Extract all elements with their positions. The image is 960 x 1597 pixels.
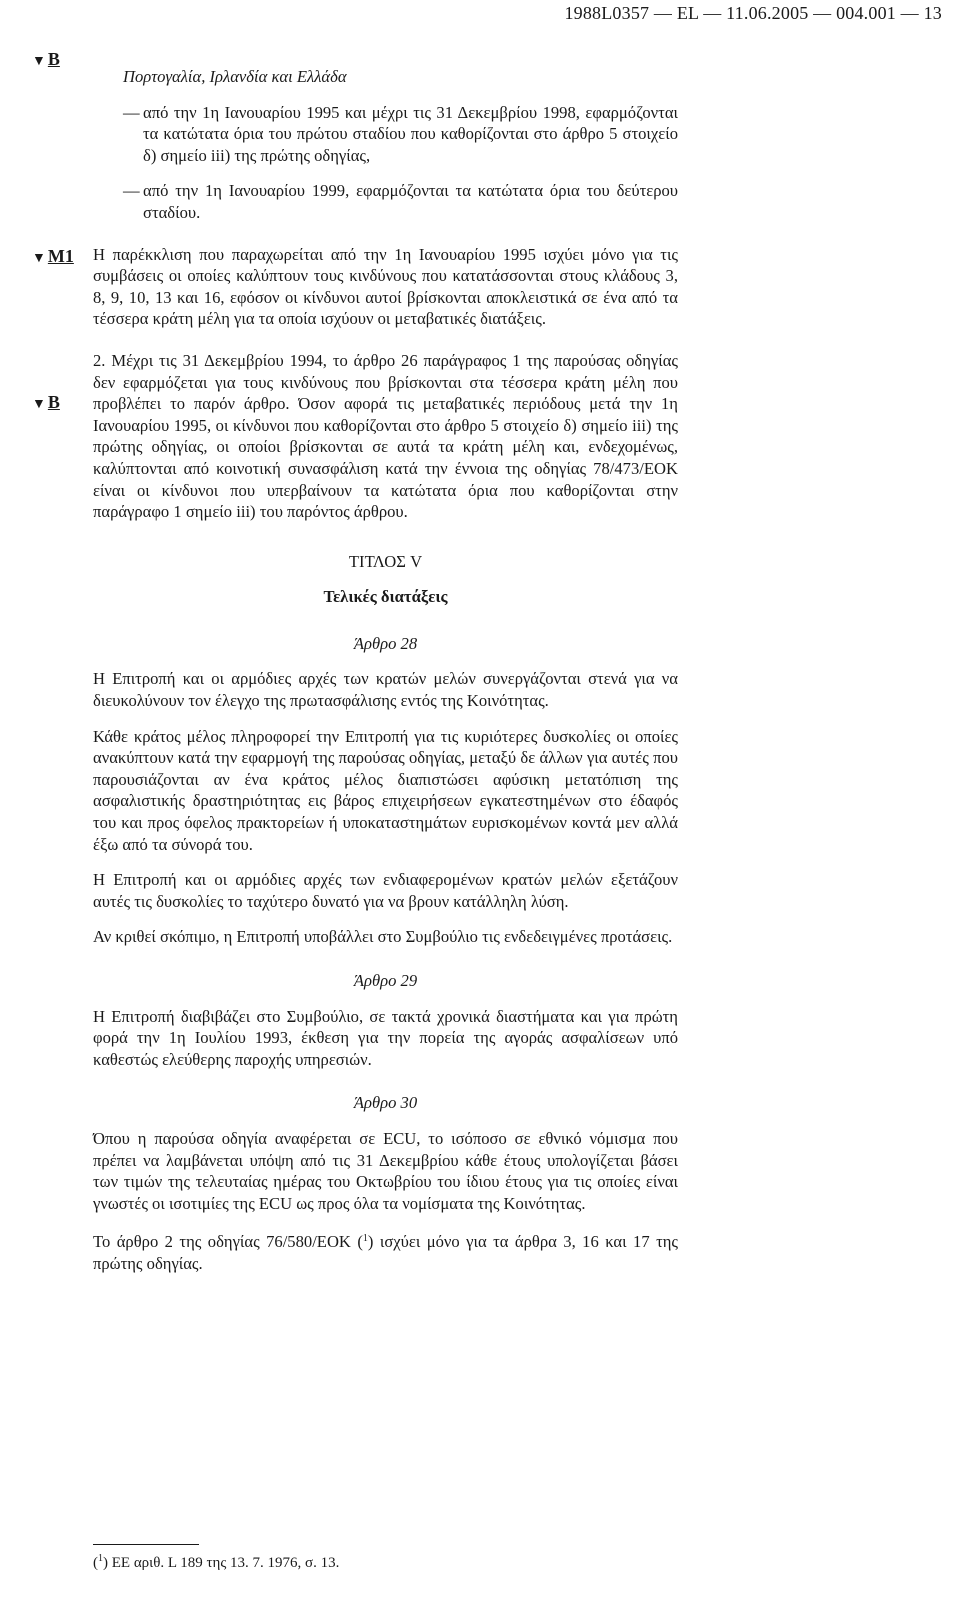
article-28-heading: Άρθρο 28 bbox=[353, 633, 418, 653]
running-header: 1988L0357 — EL — 11.06.2005 — 004.001 — 13 bbox=[564, 3, 942, 23]
article-29-paragraph: Η Επιτροπή διαβιβάζει στο Συμβούλιο, σε τακτά χρονικά διαστήματα και για πρώτη φορά την 1η Ιουλίου 1993, έκθεση για την πορεία της αγοράς ασφαλίσεων υπό καθεστώς ελεύθερης παροχής υπηρεσιών. bbox=[93, 1006, 678, 1069]
dash-item-text: από την 1η Ιανουαρίου 1999, εφαρμόζονται τα κατώτατα όρια του δεύτερου σταδίου. bbox=[143, 181, 678, 222]
dash-item-text: από την 1η Ιανουαρίου 1995 και μέχρι τις 31 Δεκεμβρίου 1998, εφαρμόζονται τα κατώτατα όρια του πρώτου σταδίου που καθορίζονται στο άρθρο 5 στοιχείο δ) σημείο iii) της πρώτης οδηγίας, bbox=[143, 102, 678, 165]
dash-item bbox=[93, 180, 678, 223]
text-segment: Το άρθρο 2 της οδηγίας 76/580/ΕΟΚ ( bbox=[93, 1232, 363, 1252]
article-29-heading: Άρθρο 29 bbox=[353, 971, 418, 990]
paragraph-2: 2. Μέχρι τις 31 Δεκεμβρίου 1994, το άρθρο 26 παράγραφος 1 της παρούσας οδηγίας δεν εφαρμόζεται για τους κινδύνους που βρίσκονται στα τέσσερα κράτη μέλη που προβλέπει το παρόν άρθρο. Όσον αφορά τις μεταβατικές περιόδους μετά την 1η Ιανουαρίου 1995, οι κίνδυνοι που καθορίζονται στο άρθρο 5 στοιχείο δ) σημείο iii) της πρώτης οδηγίας, οι οποίοι βρίσκονται σε αυτά τα κράτη μέλη και, ενδεχομένως, καλύπτονται από κοινοτική συνασφάλιση κατά την έννοια της οδηγίας 78/473/ΕΟΚ είναι οι κίνδυνοι που υπερβαίνουν τα κατώτατα όρια που καθορίζονται στην παράγραφο 1 σημείο iii) του παρόντος άρθρου. bbox=[93, 350, 678, 522]
article-28-paragraph: Αν κριθεί σκόπιμο, η Επιτροπή υποβάλλει στο Συμβούλιο τις ενδεδειγμένες προτάσεις. bbox=[93, 927, 673, 947]
article-28-paragraph: Κάθε κράτος μέλος πληροφορεί την Επιτροπή για τις κυριότερες δυσκολίες οι οποίες ανακύπτουν κατά την εφαρμογή της παρούσας οδηγίας, μεταξύ δε άλλων για αυτές που παρουσιάζονται αν ένα κράτος μέλος διαπιστώσει αφύσικη μετατόπιση της ασφαλιστικής δραστηριότητας εις βάρος επιχειρήσεων εγκατεστημένων στο έδαφός του και προς όφελος πρακτορείων ή υποκαταστημάτων ευρισκομένων κοντά μεν αλλά έξω από τα σύνορά του. bbox=[93, 726, 678, 854]
article-28-paragraph: Η Επιτροπή και οι αρμόδιες αρχές των ενδιαφερομένων κρατών μελών εξετάζουν αυτές τις δυσκολίες το ταχύτερο δυνατό για να βρουν κατάλληλη λύση. bbox=[93, 870, 678, 911]
section-subtitle: Πορτογαλία, Ιρλανδία και Ελλάδα bbox=[123, 67, 347, 86]
document-body bbox=[93, 66, 678, 1289]
dash-bullet: — bbox=[123, 102, 140, 122]
triangle-down-icon: ▼ bbox=[32, 397, 46, 412]
dash-item bbox=[93, 102, 678, 167]
marker-label: B bbox=[47, 49, 60, 69]
footnote-ref: 1 bbox=[362, 1233, 368, 1245]
amendment-marker-m1 bbox=[32, 245, 74, 270]
article-30-paragraph: Όπου η παρούσα οδηγία αναφέρεται σε ECU, το ισόποσο σε εθνικό νόμισμα που πρέπει να λαμβάνεται υπόψη από τις 31 Δεκεμβρίου κάθε έτους υπολογίζεται βάσει των τιμών της τελευταίας ημέρας του Οκτωβρίου του ίδιου έτους για τις οποίες είναι γνωστές οι ισοτιμίες της ECU ως προς όλα τα νομίσματα της Κοινότητας. bbox=[93, 1128, 678, 1213]
text-segment: ) ισχύει μόνο για τα άρθρα 3, 16 και 17 της πρώτης οδηγίας. bbox=[93, 1232, 678, 1273]
article-28-paragraph: Η Επιτροπή και οι αρμόδιες αρχές των κρατών μελών συνεργάζονται στενά για να διευκολύνουν τον έλεγχο της πρωτασφάλισης εντός της Κοινότητας. bbox=[93, 669, 678, 711]
dash-bullet: — bbox=[123, 181, 140, 201]
marker-label: B bbox=[47, 392, 60, 412]
footnote-divider bbox=[93, 1544, 199, 1545]
marker-label: M1 bbox=[47, 246, 74, 266]
footnote-paren: ) bbox=[103, 1555, 108, 1571]
title-name: Τελικές διατάξεις bbox=[323, 587, 448, 607]
footnote-paren: ( bbox=[93, 1555, 98, 1571]
article-30-paragraph-2 bbox=[93, 1228, 678, 1274]
m1-paragraph: Η παρέκκλιση που παραχωρείται από την 1η Ιανουαρίου 1995 ισχύει μόνο για τις συμβάσεις οι οποίες καλύπτουν τους κινδύνους που κατατάσσονται στους κλάδους 3, 8, 9, 10, 13 και 16, εφόσον οι κίνδυνοι αυτοί βρίσκονται αποκλειστικά σε ένα από τα τέσσερα κράτη μέλη για τα οποία ισχύουν οι μεταβατικές διατάξεις. bbox=[93, 244, 678, 329]
triangle-down-icon: ▼ bbox=[32, 54, 46, 69]
title-label: ΤΙΤΛΟΣ V bbox=[348, 551, 423, 571]
amendment-marker-b bbox=[32, 48, 60, 73]
triangle-down-icon: ▼ bbox=[32, 251, 46, 266]
footnote-text: ΕΕ αριθ. L 189 της 13. 7. 1976, σ. 13. bbox=[108, 1555, 340, 1571]
amendment-marker-b-second bbox=[32, 391, 60, 416]
footnote-number: 1 bbox=[98, 1553, 103, 1564]
footnote bbox=[93, 1549, 339, 1573]
article-30-heading: Άρθρο 30 bbox=[353, 1093, 418, 1113]
